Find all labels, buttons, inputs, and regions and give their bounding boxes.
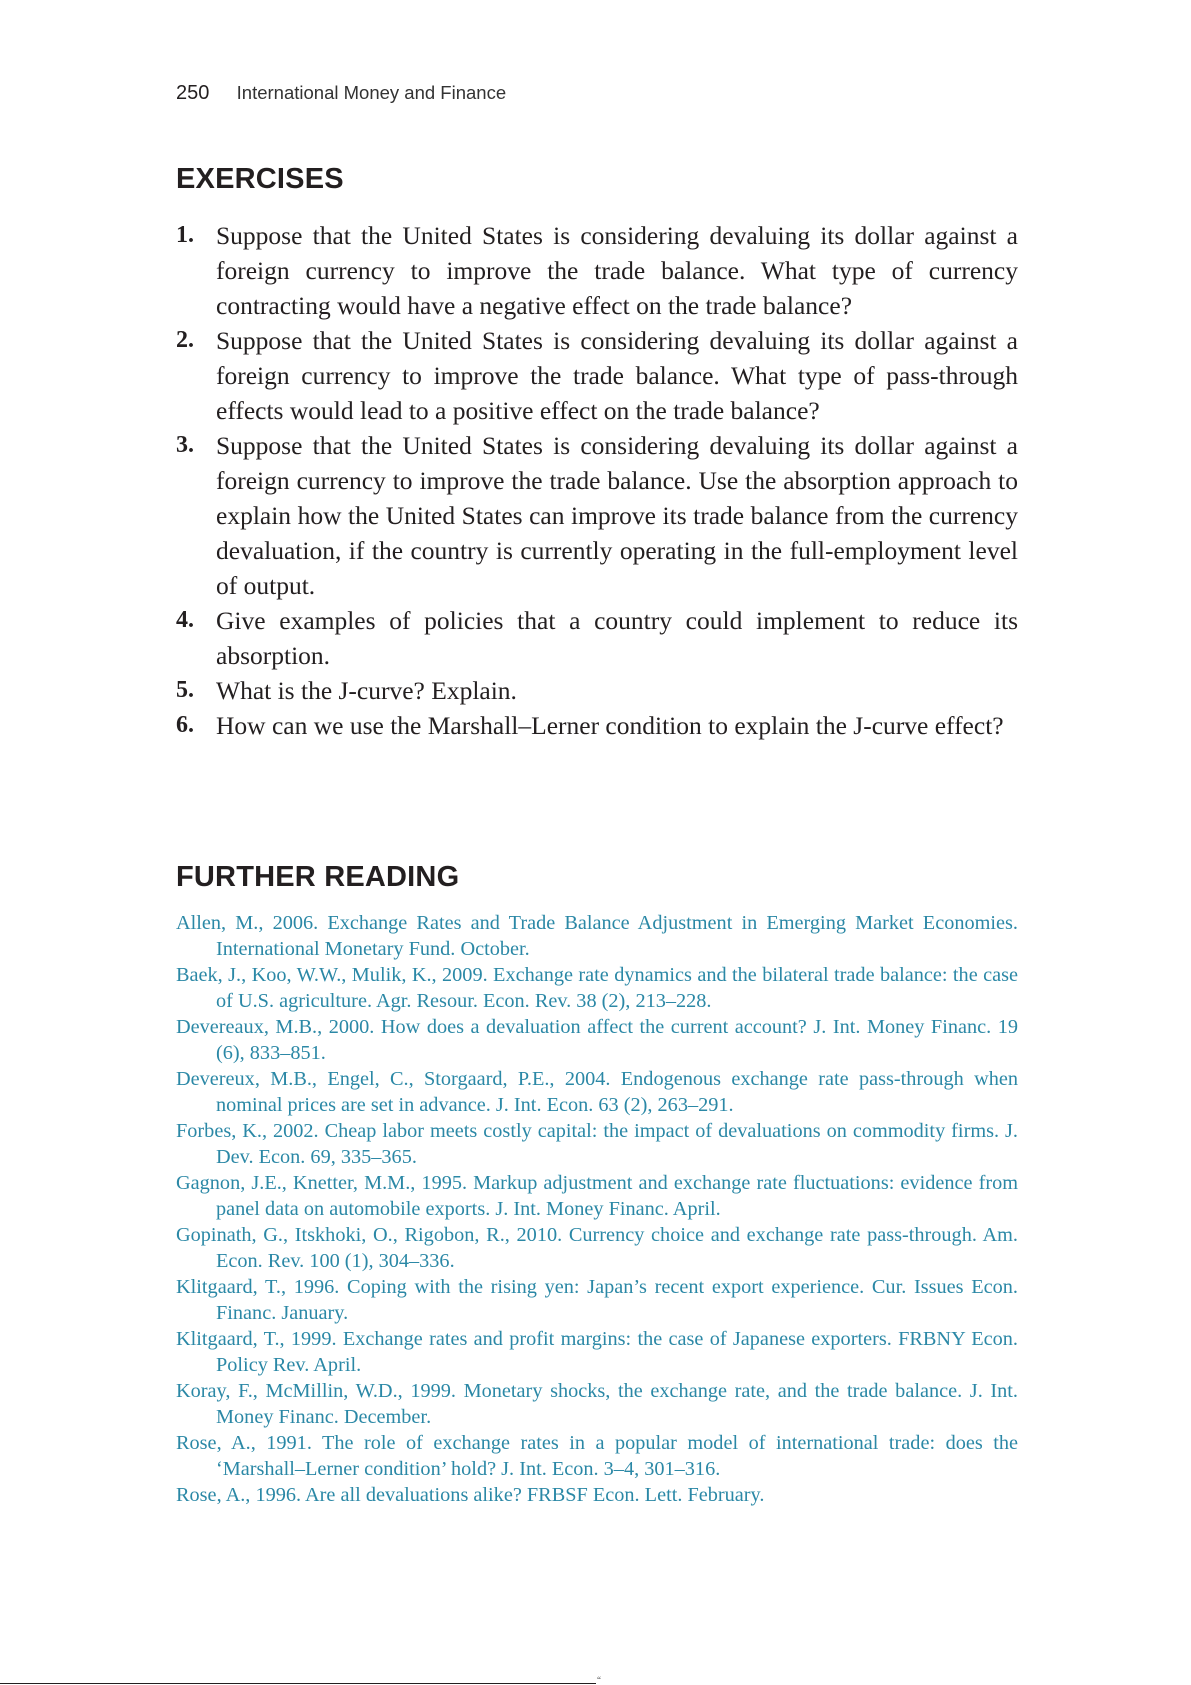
exercise-item [176,708,1018,743]
exercise-number: 3. [176,432,194,458]
exercise-number: 4. [176,607,194,633]
exercise-number: 1. [176,222,194,248]
running-head [176,82,506,105]
book-title: International Money and Finance [236,82,507,103]
exercise-number: 5. [176,677,194,703]
exercise-number: 6. [176,712,194,738]
reference-link[interactable]: Rose, A., 1996. Are all devaluations alike? FRBSF Econ. Lett. February. [176,1484,765,1506]
exercise-list [176,218,1018,743]
reference-link[interactable]: Devereaux, M.B., 2000. How does a devaluation affect the current account? J. Int. Money Financ. 19 (6), 833–851. [176,1016,1018,1064]
exercise-item [176,673,1018,708]
reference-link[interactable]: Koray, F., McMillin, W.D., 1999. Monetary shocks, the exchange rate, and the trade balance. J. Int. Money Financ. December. [176,1380,1018,1428]
footer-mark-icon: “ [597,1675,601,1685]
reference-link[interactable]: Klitgaard, T., 1996. Coping with the rising yen: Japan’s recent export experience. Cur. Issues Econ. Financ. January. [176,1276,1018,1324]
page-number: 250 [176,82,210,104]
exercise-item [176,603,1018,673]
reference-link[interactable]: Gopinath, G., Itskhoki, O., Rigobon, R., 2010. Currency choice and exchange rate pass-through. Am. Econ. Rev. 100 (1), 304–336. [176,1224,1018,1272]
reference-link[interactable]: Gagnon, J.E., Knetter, M.M., 1995. Markup adjustment and exchange rate fluctuations: evidence from panel data on automobile exports. J. Int. Money Financ. April. [176,1172,1018,1220]
footer-rule [0,1683,596,1684]
exercise-text: How can we use the Marshall–Lerner condition to explain the J-curve effect? [216,711,1004,740]
exercise-text: Suppose that the United States is considering devaluing its dollar against a foreign currency to improve the trade balance. Use the absorption approach to explain how the United States can improve its trade balance from the currency devaluation, if the country is currently operating in the full-employment level of output. [216,431,1018,600]
exercise-number: 2. [176,327,194,353]
reference-link[interactable]: Forbes, K., 2002. Cheap labor meets costly capital: the impact of devaluations on commodity firms. J. Dev. Econ. 69, 335–365. [176,1120,1018,1168]
exercise-text: Suppose that the United States is considering devaluing its dollar against a foreign currency to improve the trade balance. What type of pass-through effects would lead to a positive effect on the trade balance? [216,326,1018,425]
reference-link[interactable]: Rose, A., 1991. The role of exchange rates in a popular model of international trade: does the ‘Marshall–Lerner condition’ hold? J. Int. Econ. 3–4, 301–316. [176,1432,1018,1480]
further-reading-heading: FURTHER READING [176,861,460,893]
exercise-item [176,428,1018,603]
exercise-text: Suppose that the United States is considering devaluing its dollar against a foreign currency to improve the trade balance. What type of currency contracting would have a negative effect on the trade balance? [216,221,1018,320]
exercises-heading: EXERCISES [176,163,344,195]
exercise-text: Give examples of policies that a country could implement to reduce its absorption. [216,606,1018,670]
reference-link[interactable]: Allen, M., 2006. Exchange Rates and Trade Balance Adjustment in Emerging Market Economies. International Monetary Fund. October. [176,912,1018,960]
reference-link[interactable]: Devereux, M.B., Engel, C., Storgaard, P.E., 2004. Endogenous exchange rate pass-through when nominal prices are set in advance. J. Int. Econ. 63 (2), 263–291. [176,1068,1018,1116]
exercise-item [176,218,1018,323]
further-reading-list [176,910,1018,1508]
exercise-text: What is the J-curve? Explain. [216,676,517,705]
exercise-item [176,323,1018,428]
reference-link[interactable]: Baek, J., Koo, W.W., Mulik, K., 2009. Exchange rate dynamics and the bilateral trade balance: the case of U.S. agriculture. Agr. Resour. Econ. Rev. 38 (2), 213–228. [176,964,1018,1012]
reference-link[interactable]: Klitgaard, T., 1999. Exchange rates and profit margins: the case of Japanese exporters. FRBNY Econ. Policy Rev. April. [176,1328,1018,1376]
